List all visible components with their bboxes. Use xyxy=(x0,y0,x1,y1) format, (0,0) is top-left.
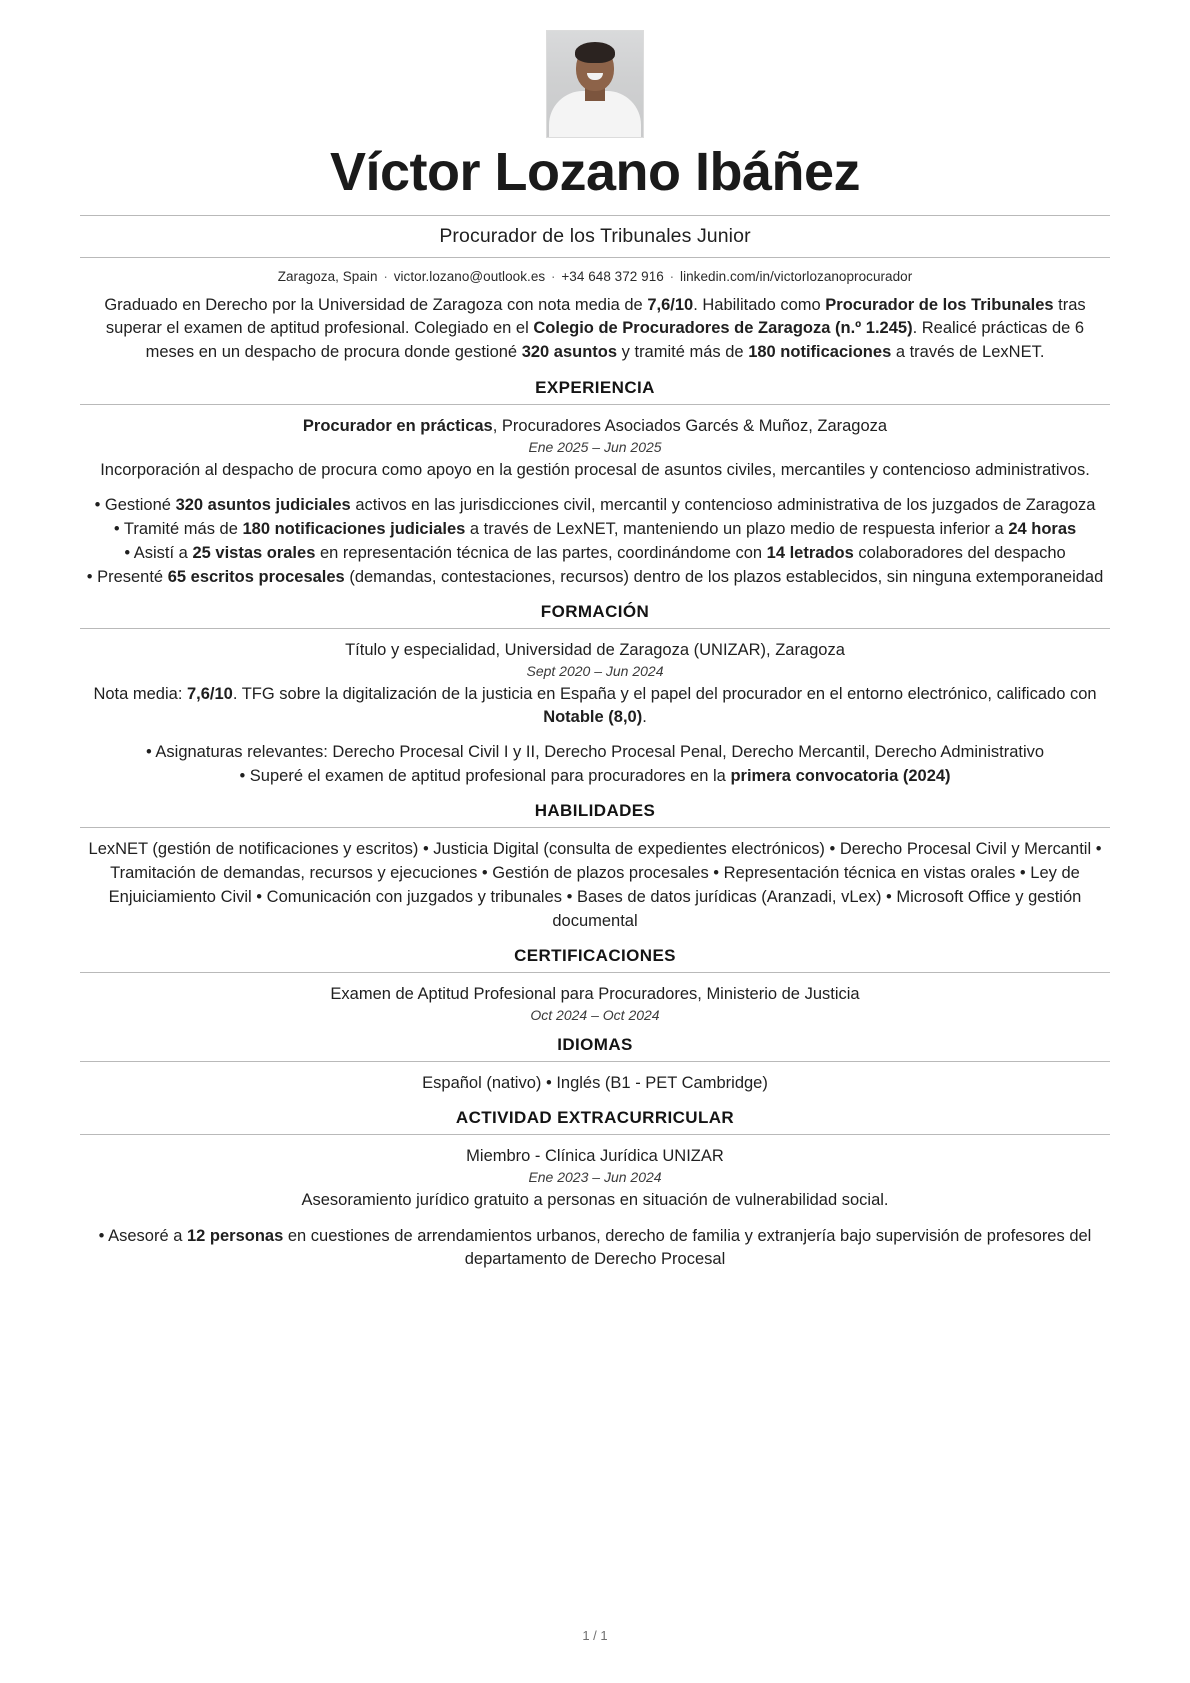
education-entry-title: Título y especialidad, Universidad de Zaragoza (UNIZAR), Zaragoza xyxy=(345,641,845,659)
contact-separator-3: · xyxy=(669,268,675,284)
section-education xyxy=(80,602,1110,789)
photo-hair xyxy=(575,42,615,63)
section-languages xyxy=(80,1035,1110,1096)
list-item: • Asistí a 25 vistas orales en representación técnica de las partes, coordinándome con 14 letrados colaboradores del despacho xyxy=(124,544,1066,563)
contact-email[interactable]: victor.lozano@outlook.es xyxy=(393,268,546,284)
section-skills xyxy=(80,801,1110,934)
page-indicator: 1 / 1 xyxy=(582,1628,608,1643)
experience-entry-date: Ene 2025 – Jun 2025 xyxy=(528,439,662,456)
list-item: • Asignaturas relevantes: Derecho Procesal Civil I y II, Derecho Procesal Penal, Derecho Mercantil, Derecho Administrativo xyxy=(145,743,1045,762)
experience-entry-title: Procurador en prácticas, Procuradores Asociados Garcés & Muñoz, Zaragoza xyxy=(302,416,888,435)
section-body-extracurricular xyxy=(80,1135,1110,1272)
section-experience xyxy=(80,378,1110,590)
extracurricular-entry-title: Miembro - Clínica Jurídica UNIZAR xyxy=(466,1147,724,1166)
contact-location: Zaragoza, Spain xyxy=(277,268,378,284)
contact-phone[interactable]: +34 648 372 916 xyxy=(561,268,664,284)
list-item: • Asesoré a 12 personas en cuestiones de arrendamientos urbanos, derecho de familia y extranjería bajo supervisión de profesores del departamento de Derecho Procesal xyxy=(98,1226,1092,1269)
list-item: • Superé el examen de aptitud profesional para procuradores en la primera convocatoria (2024) xyxy=(239,767,951,786)
section-title-extracurricular: ACTIVIDAD EXTRACURRICULAR xyxy=(455,1108,735,1128)
resume-document xyxy=(80,0,1110,1272)
contact-separator-1: · xyxy=(383,268,388,284)
contact-separator-2: · xyxy=(551,268,556,284)
section-certifications xyxy=(80,946,1110,1023)
avatar xyxy=(546,30,644,138)
section-body-education xyxy=(80,629,1110,789)
profile-photo-container xyxy=(80,30,1110,138)
contact-linkedin[interactable]: linkedin.com/in/victorlozanoprocurador xyxy=(680,268,913,284)
section-title-languages: IDIOMAS xyxy=(557,1035,633,1055)
section-body-skills xyxy=(80,828,1110,934)
section-title-certifications: CERTIFICACIONES xyxy=(514,945,676,965)
certification-entry-date: Oct 2024 – Oct 2024 xyxy=(530,1007,660,1024)
section-body-certifications xyxy=(80,973,1110,1023)
experience-bullet-list xyxy=(80,494,1110,590)
section-body-experience xyxy=(80,405,1110,590)
experience-entry-description: Incorporación al despacho de procura como apoyo en la gestión procesal de asuntos civiles, mercantiles y contencioso administrativos. xyxy=(100,461,1090,480)
contact-line xyxy=(80,258,1110,286)
job-headline: Procurador de los Tribunales Junior xyxy=(439,224,751,247)
list-item: • Tramité más de 180 notificaciones judiciales a través de LexNET, manteniendo un plazo medio de respuesta inferior a 24 horas xyxy=(113,520,1077,539)
education-entry-date: Sept 2020 – Jun 2024 xyxy=(526,663,664,680)
education-entry-description: Nota media: 7,6/10. TFG sobre la digitalización de la justicia en España y el papel del procurador en el entorno electrónico, calificado con Notable (8,0). xyxy=(93,685,1097,727)
section-body-languages xyxy=(80,1062,1110,1096)
skills-text: LexNET (gestión de notificaciones y escritos) • Justicia Digital (consulta de expedientes electrónicos) • Derecho Procesal Civil y Mercantil • Tramitación de demandas, recursos y ejecuciones • Gestión de plazos procesales • Representación técnica en vistas orales • Ley de Enjuiciamiento Civil • Comunicación con juzgados y tribunales • Bases de datos jurídicas (Aranzadi, vLex) • Microsoft Office y gestión documental xyxy=(88,840,1102,931)
list-item: • Presenté 65 escritos procesales (demandas, contestaciones, recursos) dentro de los plazos establecidos, sin ninguna extemporaneidad xyxy=(86,568,1104,587)
section-title-skills: HABILIDADES xyxy=(534,801,656,821)
extracurricular-entry-description: Asesoramiento jurídico gratuito a personas en situación de vulnerabilidad social. xyxy=(301,1191,889,1210)
certification-entry-title: Examen de Aptitud Profesional para Procuradores, Ministerio de Justicia xyxy=(330,984,860,1003)
extracurricular-entry-date: Ene 2023 – Jun 2024 xyxy=(528,1169,662,1186)
page-title: Víctor Lozano Ibáñez xyxy=(329,142,861,202)
professional-summary: Graduado en Derecho por la Universidad de Zaragoza con nota media de 7,6/10. Habilitado como Procurador de los Tribunales tras superar el examen de aptitud profesional. Colegiado en el Colegio de Procuradores de Zaragoza (n.º 1.245). Realicé prácticas de 6 meses en un despacho de procura donde gestioné 320 asuntos y tramité más de 180 notificaciones a través de LexNET. xyxy=(104,295,1086,361)
section-extracurricular xyxy=(80,1108,1110,1272)
section-title-experience: EXPERIENCIA xyxy=(535,377,655,397)
extracurricular-bullet-list xyxy=(80,1225,1110,1273)
list-item: • Gestioné 320 asuntos judiciales activos en las jurisdicciones civil, mercantil y contencioso administrativa de los juzgados de Zaragoza xyxy=(94,496,1096,515)
languages-text: Español (nativo) • Inglés (B1 - PET Cambridge) xyxy=(422,1074,768,1093)
education-bullet-list xyxy=(80,741,1110,789)
section-title-education: FORMACIÓN xyxy=(540,602,650,621)
